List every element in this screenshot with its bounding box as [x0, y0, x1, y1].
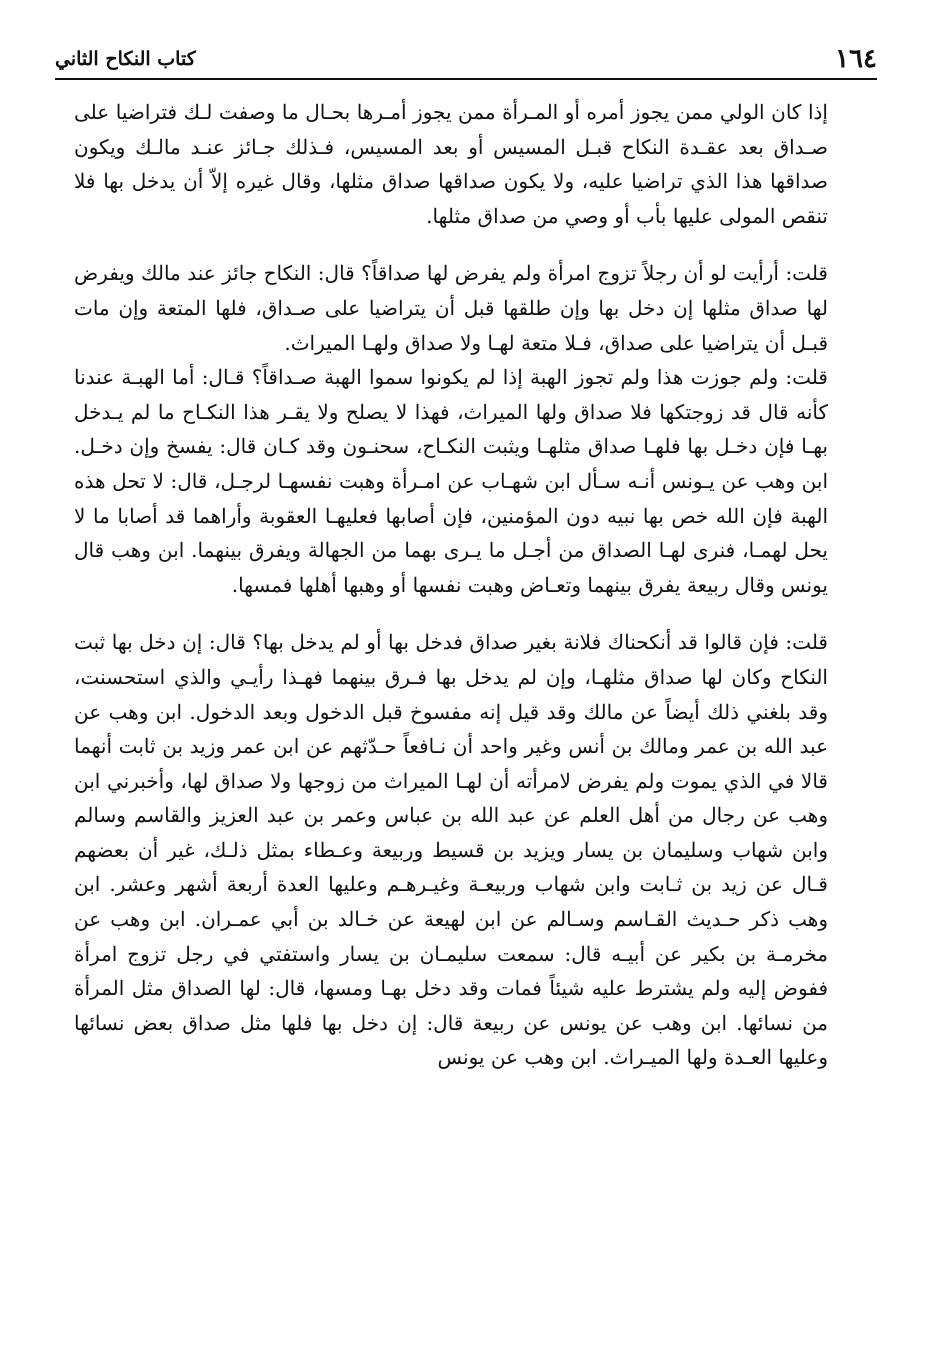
- paragraph: قلت: ولم جوزت هذا ولم تجوز الهبة إذا لم يكونوا سموا الهبة صـداقاً؟ قـال: أما الهبـة عندنا كأنه قال قد زوجتكها فلا صداق ولها الميراث، فهذا لا يصلح ولا يقـر هذا النكـاح ما لم يـدخل بهـا فإن دخـل بها فلهـا صداق مثلهـا ويثبت النكـاح، سحنـون وقد كـان قال: يفسخ وإن دخـل. ابن وهب عن يـونس أنـه سـأل ابن شهـاب عن امـرأة وهبت نفسهـا لرجـل، قال: لا تحل هذه الهبة فإن الله خص بها نبيه دون المؤمنين، فإن أصابها فعليهـا العقوبة وأراهما قد أصابا ما لا يحل لهمـا، فنرى لهـا الصداق من أجـل ما يـرى بهما من الجهالة ويفرق بينهما. ابن وهب قال يونس وقال ربيعة يفرق بينهما وتعـاض وهبت نفسها أو وهبها أهلها فمسها.: [74, 365, 828, 597]
- paragraph: قلت: أرأيت لو أن رجلاً تزوج امرأة ولم يفرض لها صداقاً؟ قال: النكاح جائز عند مالك ويفرض لها صداق مثلها إن دخل بها وإن طلقها قبل أن يتراضيا على صـداق، فلها المتعة وإن مات قبـل أن يتراضيا على صداق، فـلا متعة لهـا ولا صداق ولهـا الميراث.: [74, 261, 828, 355]
- page-number: ١٦٤: [835, 44, 877, 74]
- paragraph: قلت: فإن قالوا قد أنكحناك فلانة بغير صداق فدخل بها أو لم يدخل بها؟ قال: إن دخل بها ثبت النكاح وكان لها صداق مثلهـا، وإن لم يدخل بها فـرق بينهما فهـذا رأيـي والذي استحسنت، وقد بلغني ذلك أيضاً عن مالك وقد قيل إنه مفسوخ قبل الدخول وبعد الدخول. ابن وهب عن عبد الله بن عمر ومالك بن أنس وغير واحد أن نـافعاً حـدّثهم عن ابن عمر وزيد بن ثابت أنهما قالا في الذي يموت ولم يفرض لامرأته أن لهـا الميراث من زوجها ولا صداق لها، وأخبرني ابن وهب عن رجال من أهل العلم عن عبد الله بن عباس وعمر بن عبد العزيز والقاسم وسالم وابن شهاب وسليمان بن يسار ويزيد بن قسيط وربيعة وعـطاء بمثل ذلـك، غير أن بعضهم قـال عن زيد بن ثـابت وابن شهاب وربيعـة وغيـرهـم وعليها العدة أربعة أشهر وعشر. ابن وهب ذكر حـديث القـاسم وسـالم عن ابن لهيعة عن خـالد بن أبي عمـران. ابن وهب عن مخرمـة بن بكير عن أبيـه قال: سمعت سليمـان بن يسار واستفتي في رجل تزوج امرأة ففوض إليه ولم يشترط عليه شيئاً فمات وقد دخل بهـا ومسها، قال: لها الصداق مثل المرأة من نسائها. ابن وهب عن يونس عن ربيعة قال: إن دخل بها فلها مثل صداق بعض نسائها وعليها العـدة ولها الميـراث. ابن وهب عن يونس: [74, 630, 828, 1070]
- paragraph: إذا كان الولي ممن يجوز أمره أو المـرأة ممن يجوز أمـرها بحـال ما وصفت لـك فتراضيا على صـداق بعد عقـدة النكاح قبـل المسيس أو بعد المسيس، فـذلك جـائز عنـد مالـك ويكون صداقها هذا الذي تراضيا عليه، ولا يكون صداقها صداق مثلها، وقال غيره إلاّ أن يدخل بها فلا تنقص المولى عليها بأب أو وصي من صداق مثلها.: [74, 100, 828, 228]
- running-header: [55, 36, 877, 76]
- book-title: كتاب النكاح الثاني: [55, 48, 196, 70]
- main-text: [74, 95, 828, 1075]
- header-divider: [55, 78, 877, 80]
